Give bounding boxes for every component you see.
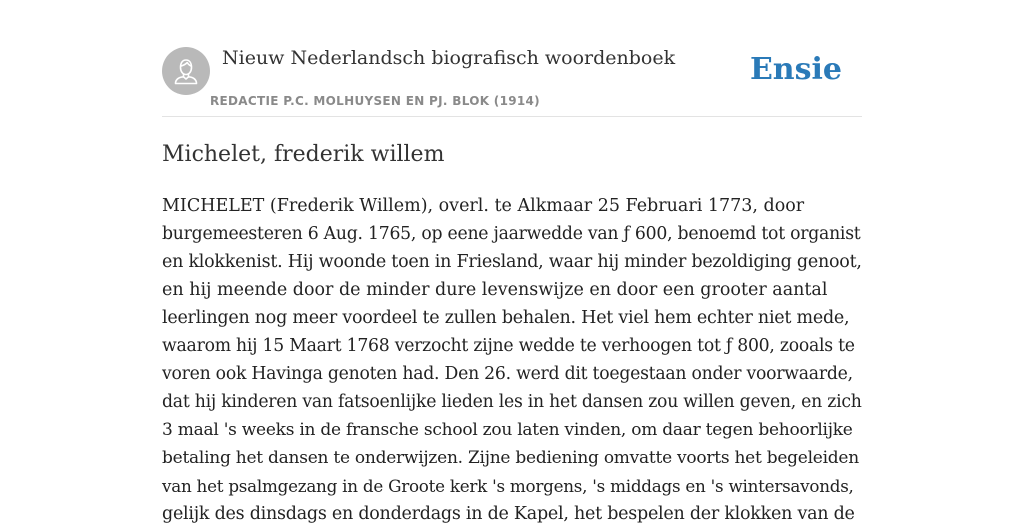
article-line: MICHELET (Frederik Willem), overl. te Alkmaar 25 Februari 1773, door — [162, 196, 805, 216]
article-line: gelijk des dinsdags en donderdags in de Kapel, het bespelen der klokken van de — [162, 504, 855, 524]
article-title: Michelet, frederik willem — [162, 142, 445, 167]
article-line: betaling het dansen te onderwijzen. Zijne bediening omvatte voorts het begeleiden — [162, 448, 859, 468]
article-line: leerlingen nog meer voordeel te zullen behalen. Het viel hem echter niet mede, — [162, 308, 850, 328]
article-body — [162, 192, 862, 528]
ensie-logo[interactable]: Ensie — [749, 52, 842, 87]
source-subtitle: REDACTIE P.C. MOLHUYSEN EN PJ. BLOK (1914) — [210, 94, 540, 108]
article-line: dat hij kinderen van fatsoenlijke lieden les in het dansen zou willen geven, en zich — [162, 392, 862, 412]
page-container — [162, 0, 862, 524]
source-header — [162, 0, 862, 117]
article-line: van het psalmgezang in de Groote kerk 's morgens, 's middags en 's wintersavonds, — [162, 476, 854, 496]
user-avatar-icon — [162, 47, 210, 95]
article-line: waarom hij 15 Maart 1768 verzocht zijne wedde te verhoogen tot ƒ 800, zooals te — [162, 336, 855, 356]
article-line: burgemeesteren 6 Aug. 1765, op eene jaarwedde van ƒ 600, benoemd tot organist — [162, 224, 861, 244]
article-line: en klokkenist. Hij woonde toen in Friesland, waar hij minder bezoldiging genoot, — [162, 252, 862, 272]
article-line: en hij meende door de minder dure levenswijze en door een grooter aantal — [162, 280, 828, 300]
article-line: 3 maal 's weeks in de fransche school zou laten vinden, om daar tegen behoorlijke — [162, 420, 853, 440]
source-title[interactable]: Nieuw Nederlandsch biografisch woordenboek — [222, 47, 676, 69]
article-line: voren ook Havinga genoten had. Den 26. werd dit toegestaan onder voorwaarde, — [162, 364, 853, 384]
